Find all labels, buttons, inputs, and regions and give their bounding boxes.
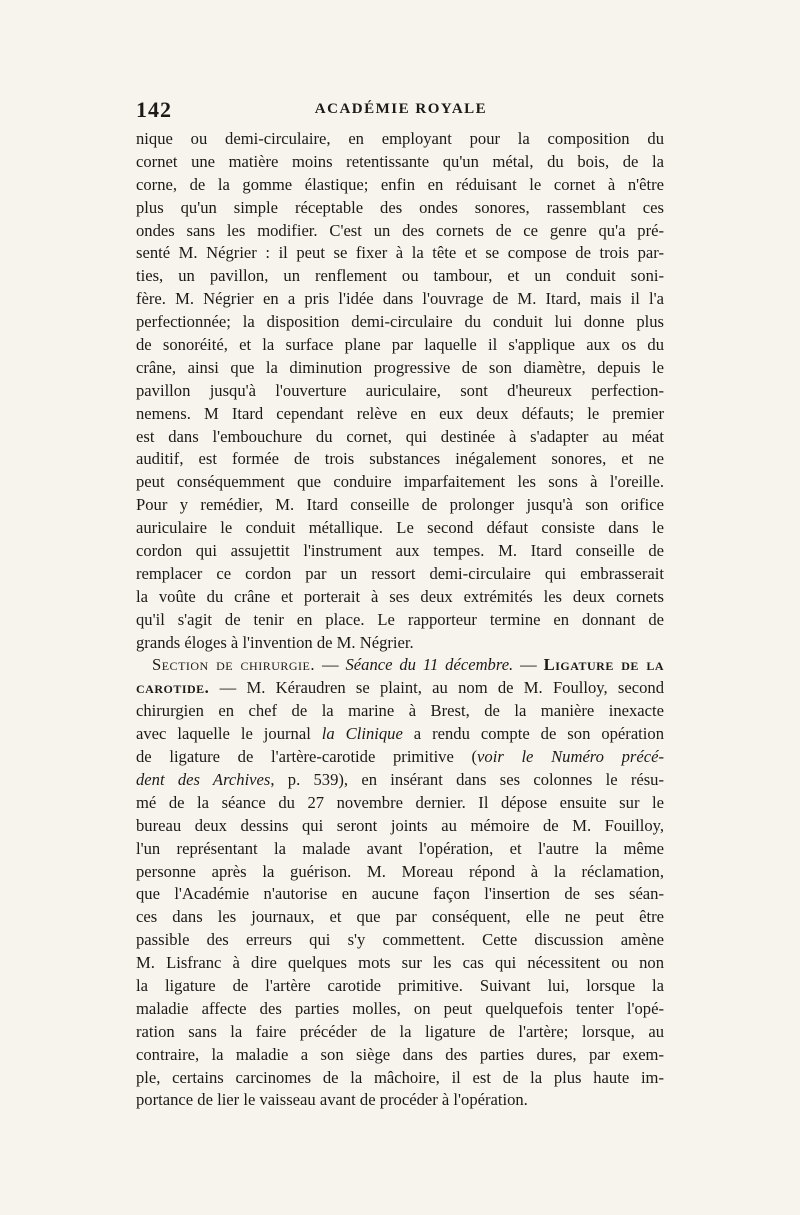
- text-line: senté M. Négrier : il peut se fixer à la tête et se compose de trois par-: [136, 243, 664, 263]
- text-line: perfectionnée; la disposition demi-circulaire du conduit lui donne plus: [136, 312, 664, 332]
- text-line: l'un représentant la malade avant l'opération, et l'autre la même: [136, 838, 664, 858]
- text-line: contraire, la maladie a son siège dans des parties dures, par exem-: [136, 1044, 664, 1064]
- text-line: [136, 769, 664, 792]
- text-line: chirurgien en chef de la marine à Brest, de la manière inexacte: [136, 701, 664, 721]
- text-line: corne, de la gomme élastique; enfin en réduisant le cornet à n'être: [136, 174, 664, 194]
- text-line: fère. M. Négrier en a pris l'idée dans l'ouvrage de M. Itard, mais il l'a: [136, 289, 664, 309]
- running-head: ACADÉMIE ROYALE: [314, 101, 488, 117]
- text-line: ondes sans les modifier. C'est un des cornets de ce genre qu'a pré-: [136, 220, 664, 240]
- text-line: ration sans la faire précéder de la ligature de l'artère; lorsque, au: [136, 1021, 664, 1041]
- section-title-continued: carotide.: [136, 678, 210, 698]
- text-fragment: avec laquelle le journal: [136, 724, 322, 744]
- text-line: nique ou demi-circulaire, en employant pour la composition du: [136, 129, 664, 148]
- seance-date: Séance du 11 décembre.: [345, 655, 514, 675]
- text-line: portance de lier le vaisseau avant de procéder à l'opération.: [136, 1090, 528, 1110]
- text-line: bureau deux dessins qui seront joints au mémoire de M. Fouilloy,: [136, 815, 664, 835]
- text-line: cordon qui assujettit l'instrument aux tempes. M. Itard conseille de: [136, 541, 664, 561]
- dash: —: [513, 655, 544, 675]
- section-label: Section de chirurgie.: [152, 655, 316, 675]
- journal-title: la Clinique: [321, 724, 403, 744]
- body-text: [136, 128, 664, 1112]
- text-fragment: — M. Kéraudren se plaint, au nom de M. Foulloy, second: [219, 678, 664, 698]
- text-line: cornet une matière moins retentissante qu'un métal, du bois, de la: [136, 151, 664, 171]
- text-line: passible des erreurs qui s'y commettent. Cette discussion amène: [136, 930, 664, 950]
- text-line: ple, certains carcinomes de la mâchoire, il est de la plus haute im-: [136, 1067, 664, 1087]
- text-line: ces dans les journaux, et que par conséquent, elle ne peut être: [136, 907, 664, 927]
- text-line: auriculaire le conduit métallique. Le second défaut consiste dans le: [136, 518, 664, 538]
- text-line: M. Lisfranc à dire quelques mots sur les cas qui nécessitent ou non: [136, 953, 664, 973]
- text-line: plus qu'un simple réceptable des ondes sonores, rassemblant ces: [136, 197, 664, 217]
- reference-italic: dent des Archives: [136, 769, 271, 789]
- text-line: [136, 723, 664, 746]
- text-line: la voûte du crâne et porterait à ses deux extrémités les deux cornets: [136, 586, 664, 606]
- section-heading-line: [136, 654, 664, 677]
- text-line: pavillon jusqu'à l'ouverture auriculaire, sont d'heureux perfection-: [136, 380, 664, 400]
- text-line: crâne, ainsi que la diminution progressive de son diamètre, depuis le: [136, 357, 664, 377]
- text-line: grands éloges à l'invention de M. Négrier.: [136, 632, 414, 652]
- page-header: [136, 97, 666, 123]
- text-line: qu'il s'agit de tenir en place. Le rapporteur termine en donnant de: [136, 609, 664, 629]
- text-line: la ligature de l'artère carotide primitive. Suivant lui, lorsque la: [136, 975, 664, 995]
- text-line: est dans l'embouchure du cornet, qui destinée à s'adapter au méat: [136, 426, 664, 446]
- text-line: mé de la séance du 27 novembre dernier. Il dépose ensuite sur le: [136, 792, 664, 812]
- text-line: personne après la guérison. M. Moreau répond à la réclamation,: [136, 861, 664, 881]
- text-line: nemens. M Itard cependant relève en eux deux défauts; le premier: [136, 403, 664, 423]
- text-line: Pour y remédier, M. Itard conseille de prolonger jusqu'à son orifice: [136, 495, 664, 515]
- text-fragment: a rendu compte de son opération: [402, 724, 664, 744]
- text-line: remplacer ce cordon par un ressort demi-circulaire qui embrasserait: [136, 563, 664, 583]
- reference-italic: voir le Numéro précé-: [477, 747, 664, 767]
- section-title: Ligature de la: [543, 655, 664, 675]
- text-line: peut conséquemment que conduire imparfaitement les sons à l'oreille.: [136, 472, 664, 492]
- text-line: que l'Académie n'autorise en aucune façon l'insertion de ses séan-: [136, 884, 664, 904]
- text-line: [136, 677, 664, 700]
- text-line: de sonoréité, et la surface plane par laquelle il s'applique aux os du: [136, 335, 664, 355]
- text-line: ties, un pavillon, un renflement ou tambour, et un conduit soni-: [136, 266, 664, 286]
- page-number: 142: [136, 97, 172, 122]
- text-line: auditif, est formée de trois substances inégalement sonores, et ne: [136, 449, 664, 469]
- text-fragment: de ligature de l'artère-carotide primitive (: [136, 747, 478, 767]
- text-fragment: , p. 539), en insérant dans ses colonnes le résu-: [270, 769, 664, 789]
- text-line: maladie affecte des parties molles, on peut quelquefois tenter l'opé-: [136, 998, 664, 1018]
- text-line: [136, 746, 664, 769]
- dash: —: [315, 655, 346, 675]
